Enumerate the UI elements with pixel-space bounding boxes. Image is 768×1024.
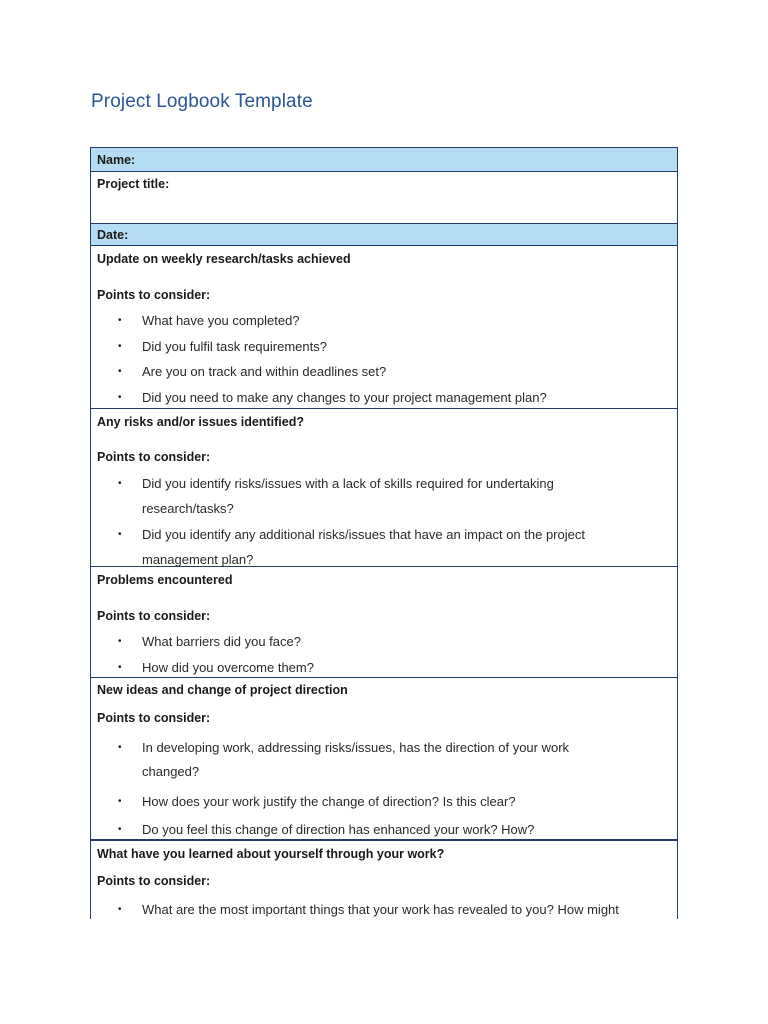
bullet-icon: • — [118, 392, 122, 403]
points-label: Points to consider: — [97, 609, 211, 623]
project-title-row[interactable] — [91, 172, 677, 224]
bullet-icon: • — [118, 478, 122, 489]
point-item: In developing work, addressing risks/issues, has the direction of your work — [142, 740, 570, 755]
point-item-continuation: changed? — [142, 764, 200, 779]
point-item: How did you overcome them? — [142, 660, 314, 675]
page-title: Project Logbook Template — [91, 91, 313, 112]
date-label: Date: — [97, 228, 129, 242]
point-item: What have you completed? — [142, 313, 300, 328]
logbook-table — [90, 147, 678, 919]
project-title-label: Project title: — [97, 177, 170, 191]
point-item: Are you on track and within deadlines set? — [142, 364, 387, 379]
bullet-icon: • — [118, 662, 122, 673]
section-heading: New ideas and change of project direction — [97, 683, 348, 697]
section-heading: Problems encountered — [97, 573, 233, 587]
bullet-icon: • — [118, 366, 122, 377]
section-new-ideas[interactable] — [91, 678, 677, 841]
section-problems[interactable] — [91, 567, 677, 678]
points-label: Points to consider: — [97, 288, 211, 302]
point-item: Did you identify risks/issues with a lack of skills required for undertaking — [142, 476, 554, 491]
section-heading: What have you learned about yourself through your work? — [97, 847, 445, 861]
point-item: Did you fulfil task requirements? — [142, 339, 327, 354]
point-item: What are the most important things that your work has revealed to you? How might — [142, 902, 619, 917]
point-item: Did you identify any additional risks/issues that have an impact on the project — [142, 527, 585, 542]
bullet-icon: • — [118, 529, 122, 540]
points-label: Points to consider: — [97, 711, 211, 725]
bullet-icon: • — [118, 341, 122, 352]
section-weekly-update[interactable] — [91, 246, 677, 409]
name-row[interactable] — [91, 148, 677, 172]
section-self-learning[interactable] — [91, 841, 677, 919]
point-item-continuation: management plan? — [142, 552, 254, 567]
point-item-continuation: research/tasks? — [142, 501, 234, 516]
date-row[interactable] — [91, 224, 677, 246]
section-heading: Update on weekly research/tasks achieved — [97, 252, 351, 266]
section-risks-issues[interactable] — [91, 409, 677, 567]
point-item: Did you need to make any changes to your project management plan? — [142, 390, 547, 405]
section-heading: Any risks and/or issues identified? — [97, 415, 305, 429]
name-label: Name: — [97, 153, 136, 167]
points-label: Points to consider: — [97, 450, 211, 464]
bullet-icon: • — [118, 742, 122, 753]
bullet-icon: • — [118, 636, 122, 647]
points-label: Points to consider: — [97, 874, 211, 888]
bullet-icon: • — [118, 904, 122, 915]
point-item: How does your work justify the change of direction? Is this clear? — [142, 794, 516, 809]
bullet-icon: • — [118, 796, 122, 807]
bullet-icon: • — [118, 824, 122, 835]
bullet-icon: • — [118, 315, 122, 326]
point-item: What barriers did you face? — [142, 634, 301, 649]
point-item: Do you feel this change of direction has enhanced your work? How? — [142, 822, 535, 837]
